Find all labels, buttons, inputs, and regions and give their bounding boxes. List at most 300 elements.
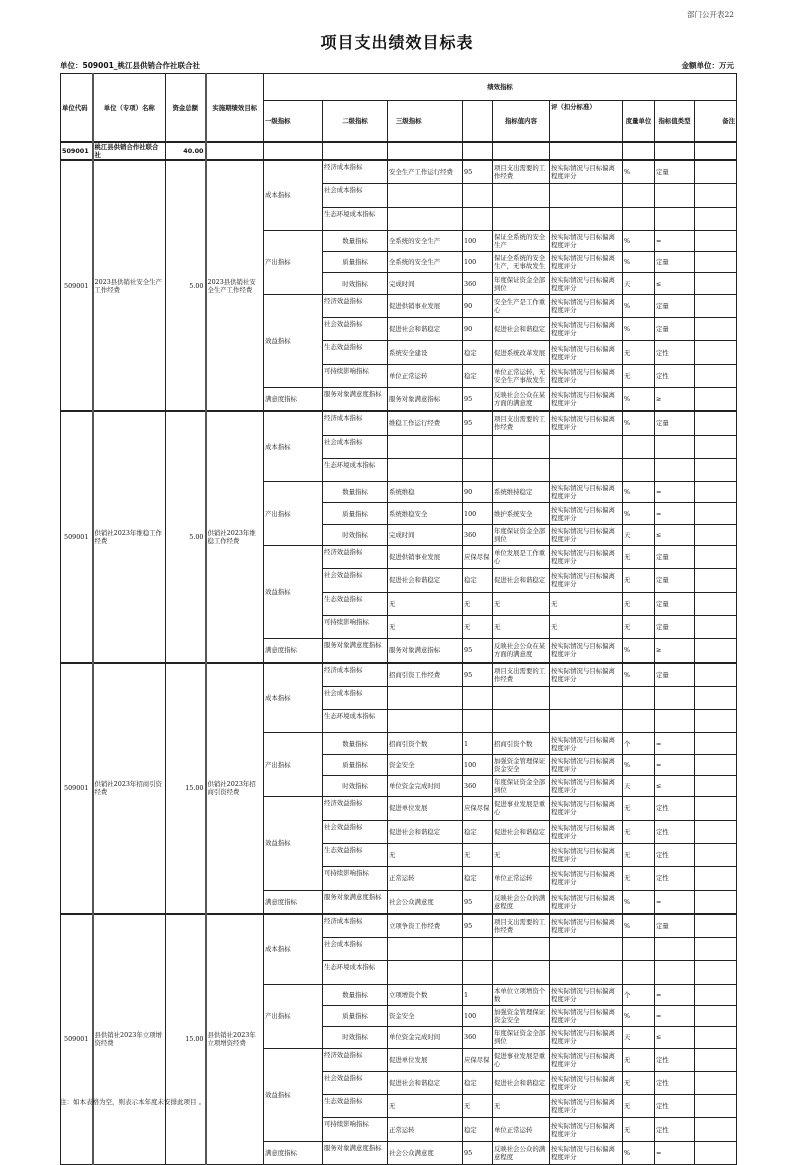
value-type: 定量 bbox=[655, 252, 695, 273]
level3-indicator: 单位资金完成时间 bbox=[388, 776, 463, 797]
indicator-content: 无 bbox=[493, 592, 550, 615]
level3-indicator: 正常运转 bbox=[388, 867, 463, 890]
remark bbox=[695, 524, 737, 545]
remark bbox=[695, 615, 737, 638]
project-code: 509001 bbox=[61, 663, 93, 914]
measure-unit: 无 bbox=[623, 1048, 655, 1071]
col-header-code: 单位代码 bbox=[61, 74, 93, 143]
level1-indicator: 满意度指标 bbox=[264, 890, 323, 914]
indicator-value bbox=[463, 938, 493, 961]
indicator-content: 招商引资个数 bbox=[493, 733, 550, 754]
level3-indicator: 安全生产工作运行经费 bbox=[388, 160, 463, 184]
indicator-value: 95 bbox=[463, 639, 493, 663]
level3-indicator: 促进社会和谐稳定 bbox=[388, 820, 463, 843]
empty-cell bbox=[206, 142, 264, 160]
indicator-value: 90 bbox=[463, 294, 493, 317]
footnote: 注：如本表格为空，则表示本年度未安排此项目 。 bbox=[60, 1098, 206, 1106]
col-header-content: 指标值内容 bbox=[493, 101, 550, 143]
indicator-content: 加强资金管理保证资金安全 bbox=[493, 1005, 550, 1026]
project-amount: 5.00 bbox=[166, 160, 206, 411]
scoring-criteria: 按实际情况与目标偏离程度评分 bbox=[550, 160, 623, 184]
level3-indicator: 服务对象满意指标 bbox=[388, 639, 463, 663]
scoring-criteria: 按实际情况与目标偏离程度评分 bbox=[550, 1095, 623, 1118]
indicator-content: 年度保证资金全部到位 bbox=[493, 1027, 550, 1048]
indicator-content: 促进社会和谐稳定 bbox=[493, 569, 550, 592]
measure-unit bbox=[623, 961, 655, 984]
level3-indicator: 服务对象满意指标 bbox=[388, 387, 463, 411]
indicator-content: 本单位立项增资个数 bbox=[493, 984, 550, 1005]
indicator-value bbox=[463, 710, 493, 733]
indicator-value bbox=[463, 184, 493, 207]
level2-indicator: 可持续影响指标 bbox=[323, 1118, 388, 1141]
level3-indicator: 立项争资工作经费 bbox=[388, 914, 463, 938]
value-type: ≤ bbox=[655, 776, 695, 797]
indicator-content: 年度保证资金全部到位 bbox=[493, 776, 550, 797]
level2-indicator: 社会成本指标 bbox=[323, 938, 388, 961]
indicator-value: 无 bbox=[463, 615, 493, 638]
empty-cell bbox=[695, 142, 737, 160]
value-type: 定量 bbox=[655, 318, 695, 341]
level1-indicator: 成本指标 bbox=[264, 411, 323, 481]
remark bbox=[695, 569, 737, 592]
level2-indicator: 社会效益指标 bbox=[323, 569, 388, 592]
measure-unit: % bbox=[623, 160, 655, 184]
level3-indicator: 系统维稳安全 bbox=[388, 503, 463, 524]
measure-unit: 无 bbox=[623, 615, 655, 638]
scoring-criteria: 按实际情况与目标偏离程度评分 bbox=[550, 843, 623, 866]
level3-indicator: 促进社会和谐稳定 bbox=[388, 318, 463, 341]
level3-indicator bbox=[388, 686, 463, 709]
value-type: = bbox=[655, 503, 695, 524]
col-header-goal: 实施期绩效目标 bbox=[206, 74, 264, 143]
indicator-value: 稳定 bbox=[463, 1118, 493, 1141]
indicator-value: 无 bbox=[463, 843, 493, 866]
level2-indicator: 经济成本指标 bbox=[323, 411, 388, 435]
remark bbox=[695, 207, 737, 230]
project-amount: 15.00 bbox=[166, 663, 206, 914]
measure-unit: % bbox=[623, 890, 655, 914]
project-amount: 15.00 bbox=[166, 914, 206, 1165]
level1-indicator: 满意度指标 bbox=[264, 387, 323, 411]
measure-unit: 天 bbox=[623, 524, 655, 545]
level1-indicator: 满意度指标 bbox=[264, 639, 323, 663]
level2-indicator: 服务对象满意度指标 bbox=[323, 387, 388, 411]
project-code: 509001 bbox=[61, 411, 93, 662]
value-type: 定性 bbox=[655, 867, 695, 890]
indicator-content: 项目支出需要的工作经费 bbox=[493, 160, 550, 184]
remark bbox=[695, 1095, 737, 1118]
col-header-l2: 二级指标 bbox=[323, 101, 388, 143]
measure-unit bbox=[623, 458, 655, 481]
scoring-criteria: 按实际情况与目标偏离程度评分 bbox=[550, 639, 623, 663]
indicator-content: 年度保证资金全部到位 bbox=[493, 524, 550, 545]
indicator-value bbox=[463, 458, 493, 481]
value-type: 定性 bbox=[655, 364, 695, 387]
summary-name: 桃江县供销合作社联合社 bbox=[93, 142, 166, 160]
measure-unit bbox=[623, 207, 655, 230]
scoring-criteria: 无 bbox=[550, 592, 623, 615]
col-header-name: 单位（专项）名称 bbox=[93, 74, 166, 143]
measure-unit: % bbox=[623, 1005, 655, 1026]
level2-indicator: 可持续影响指标 bbox=[323, 867, 388, 890]
indicator-content: 促进社会和谐稳定 bbox=[493, 318, 550, 341]
value-type: = bbox=[655, 890, 695, 914]
scoring-criteria: 按实际情况与目标偏离程度评分 bbox=[550, 230, 623, 251]
remark bbox=[695, 984, 737, 1005]
measure-unit: 无 bbox=[623, 867, 655, 890]
level2-indicator: 时效指标 bbox=[323, 1027, 388, 1048]
remark bbox=[695, 820, 737, 843]
scoring-criteria bbox=[550, 458, 623, 481]
table-row bbox=[61, 411, 737, 435]
level2-indicator: 经济成本指标 bbox=[323, 160, 388, 184]
col-header-l1: 一级指标 bbox=[264, 101, 323, 143]
level2-indicator: 生态效益指标 bbox=[323, 843, 388, 866]
measure-unit: % bbox=[623, 914, 655, 938]
project-goal: 供销社2023年维稳工作经费 bbox=[206, 411, 264, 662]
indicator-content: 项目支出需要的工作经费 bbox=[493, 411, 550, 435]
scoring-criteria: 按实际情况与目标偏离程度评分 bbox=[550, 914, 623, 938]
indicator-content: 项目支出需要的工作经费 bbox=[493, 663, 550, 687]
indicator-content: 加强资金管理保证资金安全 bbox=[493, 754, 550, 775]
level3-indicator: 促进供销事业发展 bbox=[388, 294, 463, 317]
level2-indicator: 服务对象满意度指标 bbox=[323, 890, 388, 914]
value-type bbox=[655, 686, 695, 709]
project-goal: 县供销社2023年立项增资经费 bbox=[206, 914, 264, 1165]
indicator-value: 100 bbox=[463, 252, 493, 273]
level3-indicator: 无 bbox=[388, 1095, 463, 1118]
indicator-content: 保证全系统的安全生产 bbox=[493, 230, 550, 251]
scoring-criteria: 按实际情况与目标偏离程度评分 bbox=[550, 820, 623, 843]
scoring-criteria bbox=[550, 710, 623, 733]
measure-unit bbox=[623, 435, 655, 458]
level2-indicator: 时效指标 bbox=[323, 524, 388, 545]
indicator-content bbox=[493, 938, 550, 961]
value-type bbox=[655, 435, 695, 458]
empty-cell bbox=[463, 142, 493, 160]
level1-indicator: 效益指标 bbox=[264, 546, 323, 639]
measure-unit: % bbox=[623, 503, 655, 524]
level1-indicator: 产出指标 bbox=[264, 230, 323, 294]
indicator-content bbox=[493, 710, 550, 733]
remark bbox=[695, 411, 737, 435]
col-header-amount: 资金总额 bbox=[166, 74, 206, 143]
level3-indicator: 促进单位发展 bbox=[388, 1048, 463, 1071]
value-type: 定量 bbox=[655, 914, 695, 938]
indicator-content: 反映社会公众在某方面的满意度 bbox=[493, 387, 550, 411]
indicator-value: 360 bbox=[463, 524, 493, 545]
scoring-criteria: 按实际情况与目标偏离程度评分 bbox=[550, 663, 623, 687]
value-type: = bbox=[655, 1005, 695, 1026]
measure-unit: 天 bbox=[623, 273, 655, 294]
level3-indicator: 单位正常运转 bbox=[388, 364, 463, 387]
scoring-criteria: 按实际情况与目标偏离程度评分 bbox=[550, 754, 623, 775]
indicator-value: 1 bbox=[463, 733, 493, 754]
level2-indicator: 时效指标 bbox=[323, 776, 388, 797]
indicator-value: 90 bbox=[463, 482, 493, 503]
level2-indicator: 社会效益指标 bbox=[323, 1071, 388, 1094]
value-type: = bbox=[655, 754, 695, 775]
measure-unit: 无 bbox=[623, 341, 655, 364]
remark bbox=[695, 1118, 737, 1141]
remark bbox=[695, 961, 737, 984]
indicator-content bbox=[493, 207, 550, 230]
value-type: 定性 bbox=[655, 1118, 695, 1141]
level3-indicator: 社会公众满意度 bbox=[388, 890, 463, 914]
scoring-criteria bbox=[550, 938, 623, 961]
value-type: 定量 bbox=[655, 160, 695, 184]
scoring-criteria: 按实际情况与目标偏离程度评分 bbox=[550, 890, 623, 914]
level2-indicator: 服务对象满意度指标 bbox=[323, 639, 388, 663]
measure-unit: % bbox=[623, 754, 655, 775]
level2-indicator: 社会效益指标 bbox=[323, 820, 388, 843]
scoring-criteria: 按实际情况与目标偏离程度评分 bbox=[550, 1048, 623, 1071]
measure-unit: % bbox=[623, 411, 655, 435]
measure-unit: 无 bbox=[623, 843, 655, 866]
indicator-value: 95 bbox=[463, 890, 493, 914]
level3-indicator: 立项增资个数 bbox=[388, 984, 463, 1005]
remark bbox=[695, 639, 737, 663]
remark bbox=[695, 843, 737, 866]
remark bbox=[695, 733, 737, 754]
value-type bbox=[655, 961, 695, 984]
value-type: 定量 bbox=[655, 546, 695, 569]
measure-unit: % bbox=[623, 230, 655, 251]
level2-indicator: 生态环境成本指标 bbox=[323, 710, 388, 733]
measure-unit: % bbox=[623, 318, 655, 341]
value-type: = bbox=[655, 1141, 695, 1164]
indicator-value bbox=[463, 207, 493, 230]
indicator-content: 反映社会公众在某方面的满意度 bbox=[493, 639, 550, 663]
level2-indicator: 社会成本指标 bbox=[323, 686, 388, 709]
remark bbox=[695, 458, 737, 481]
level2-indicator: 数量指标 bbox=[323, 482, 388, 503]
indicator-value: 95 bbox=[463, 1141, 493, 1164]
empty-cell bbox=[623, 142, 655, 160]
unit-label: 单位：509001_桃江县供销合作社联合社 bbox=[60, 61, 201, 70]
remark bbox=[695, 294, 737, 317]
indicator-value: 95 bbox=[463, 914, 493, 938]
indicator-value: 无 bbox=[463, 592, 493, 615]
value-type: 定量 bbox=[655, 411, 695, 435]
empty-cell bbox=[388, 142, 463, 160]
col-header-criteria: 评（扣分标准） bbox=[550, 101, 623, 143]
value-type: ≤ bbox=[655, 1027, 695, 1048]
measure-unit: 无 bbox=[623, 1095, 655, 1118]
level3-indicator: 全系统的安全生产 bbox=[388, 230, 463, 251]
indicator-value: 稳定 bbox=[463, 341, 493, 364]
indicator-content: 促进社会和谐稳定 bbox=[493, 820, 550, 843]
measure-unit bbox=[623, 686, 655, 709]
measure-unit bbox=[623, 938, 655, 961]
level3-indicator: 无 bbox=[388, 592, 463, 615]
remark bbox=[695, 754, 737, 775]
scoring-criteria: 按实际情况与目标偏离程度评分 bbox=[550, 252, 623, 273]
remark bbox=[695, 482, 737, 503]
indicator-content: 安全生产是工作重心 bbox=[493, 294, 550, 317]
scoring-criteria: 按实际情况与目标偏离程度评分 bbox=[550, 1005, 623, 1026]
level2-indicator: 数量指标 bbox=[323, 733, 388, 754]
indicator-content: 促进社会和谐稳定 bbox=[493, 1071, 550, 1094]
remark bbox=[695, 592, 737, 615]
measure-unit: 无 bbox=[623, 569, 655, 592]
indicator-content: 促进事业发展是重心 bbox=[493, 797, 550, 820]
value-type: 定量 bbox=[655, 592, 695, 615]
value-type bbox=[655, 207, 695, 230]
measure-unit: 天 bbox=[623, 1027, 655, 1048]
indicator-value: 应保尽保 bbox=[463, 546, 493, 569]
indicator-value: 稳定 bbox=[463, 867, 493, 890]
measure-unit: 无 bbox=[623, 1118, 655, 1141]
scoring-criteria: 按实际情况与目标偏离程度评分 bbox=[550, 411, 623, 435]
level1-indicator: 产出指标 bbox=[264, 733, 323, 797]
remark bbox=[695, 546, 737, 569]
indicator-content bbox=[493, 686, 550, 709]
indicator-content: 无 bbox=[493, 1095, 550, 1118]
remark bbox=[695, 318, 737, 341]
indicator-value: 稳定 bbox=[463, 364, 493, 387]
project-name: 县供销社2023年立项增资经费 bbox=[93, 914, 166, 1165]
value-type bbox=[655, 458, 695, 481]
level1-indicator: 效益指标 bbox=[264, 294, 323, 387]
project-goal: 供销社2023年招商引资经费 bbox=[206, 663, 264, 914]
remark bbox=[695, 273, 737, 294]
level1-indicator: 成本指标 bbox=[264, 914, 323, 984]
level3-indicator: 促进单位发展 bbox=[388, 797, 463, 820]
level3-indicator: 正常运转 bbox=[388, 1118, 463, 1141]
scoring-criteria: 按实际情况与目标偏离程度评分 bbox=[550, 776, 623, 797]
value-type: 定量 bbox=[655, 663, 695, 687]
level2-indicator: 生态效益指标 bbox=[323, 592, 388, 615]
measure-unit: 个 bbox=[623, 984, 655, 1005]
level3-indicator: 无 bbox=[388, 615, 463, 638]
indicator-value: 100 bbox=[463, 1005, 493, 1026]
level3-indicator bbox=[388, 184, 463, 207]
indicator-value: 90 bbox=[463, 318, 493, 341]
level3-indicator: 资金安全 bbox=[388, 1005, 463, 1026]
scoring-criteria: 按实际情况与目标偏离程度评分 bbox=[550, 503, 623, 524]
level2-indicator: 时效指标 bbox=[323, 273, 388, 294]
level2-indicator: 社会成本指标 bbox=[323, 435, 388, 458]
indicator-value: 95 bbox=[463, 411, 493, 435]
indicator-value: 100 bbox=[463, 754, 493, 775]
scoring-criteria: 无 bbox=[550, 615, 623, 638]
col-header-remark: 备注 bbox=[695, 101, 737, 143]
measure-unit: 天 bbox=[623, 776, 655, 797]
remark bbox=[695, 1141, 737, 1164]
level2-indicator: 可持续影响指标 bbox=[323, 615, 388, 638]
level3-indicator: 招商引资个数 bbox=[388, 733, 463, 754]
scoring-criteria: 按实际情况与目标偏离程度评分 bbox=[550, 273, 623, 294]
remark bbox=[695, 160, 737, 184]
remark bbox=[695, 686, 737, 709]
indicator-value: 95 bbox=[463, 387, 493, 411]
level2-indicator: 经济效益指标 bbox=[323, 294, 388, 317]
level3-indicator: 促进供销事业发展 bbox=[388, 546, 463, 569]
indicator-value: 360 bbox=[463, 273, 493, 294]
remark bbox=[695, 776, 737, 797]
indicator-content: 单位正常运转 bbox=[493, 867, 550, 890]
level2-indicator: 生态环境成本指标 bbox=[323, 458, 388, 481]
scoring-criteria: 按实际情况与目标偏离程度评分 bbox=[550, 1027, 623, 1048]
level3-indicator: 促进社会和谐稳定 bbox=[388, 569, 463, 592]
scoring-criteria: 按实际情况与目标偏离程度评分 bbox=[550, 797, 623, 820]
remark bbox=[695, 797, 737, 820]
scoring-criteria bbox=[550, 961, 623, 984]
indicator-value: 100 bbox=[463, 503, 493, 524]
value-type: = bbox=[655, 482, 695, 503]
empty-cell bbox=[264, 142, 323, 160]
level3-indicator bbox=[388, 938, 463, 961]
measure-unit: % bbox=[623, 387, 655, 411]
indicator-value: 100 bbox=[463, 230, 493, 251]
col-header-unit: 度量单位 bbox=[623, 101, 655, 143]
measure-unit: % bbox=[623, 482, 655, 503]
indicator-content bbox=[493, 184, 550, 207]
scoring-criteria: 按实际情况与目标偏离程度评分 bbox=[550, 318, 623, 341]
indicator-content bbox=[493, 458, 550, 481]
table-row bbox=[61, 663, 737, 687]
remark bbox=[695, 710, 737, 733]
scoring-criteria: 按实际情况与目标偏离程度评分 bbox=[550, 984, 623, 1005]
indicator-value: 95 bbox=[463, 663, 493, 687]
level2-indicator: 社会效益指标 bbox=[323, 318, 388, 341]
level2-indicator: 经济效益指标 bbox=[323, 1048, 388, 1071]
level3-indicator bbox=[388, 435, 463, 458]
level1-indicator: 产出指标 bbox=[264, 984, 323, 1048]
level2-indicator: 生态效益指标 bbox=[323, 341, 388, 364]
level2-indicator: 数量指标 bbox=[323, 984, 388, 1005]
remark bbox=[695, 938, 737, 961]
remark bbox=[695, 341, 737, 364]
measure-unit: % bbox=[623, 294, 655, 317]
scoring-criteria: 按实际情况与目标偏离程度评分 bbox=[550, 341, 623, 364]
level3-indicator bbox=[388, 710, 463, 733]
summary-code: 509001 bbox=[61, 142, 93, 160]
scoring-criteria: 按实际情况与目标偏离程度评分 bbox=[550, 1141, 623, 1164]
remark bbox=[695, 252, 737, 273]
project-goal: 2023县供销社安全生产工作经费 bbox=[206, 160, 264, 411]
indicator-value: 稳定 bbox=[463, 820, 493, 843]
level2-indicator: 经济成本指标 bbox=[323, 663, 388, 687]
indicator-value: 稳定 bbox=[463, 1071, 493, 1094]
remark bbox=[695, 890, 737, 914]
measure-unit: % bbox=[623, 639, 655, 663]
level2-indicator: 经济效益指标 bbox=[323, 797, 388, 820]
empty-cell bbox=[550, 142, 623, 160]
level3-indicator: 资金安全 bbox=[388, 754, 463, 775]
indicator-value: 应保尽保 bbox=[463, 1048, 493, 1071]
indicator-content: 反映社会公众的满意程度 bbox=[493, 1141, 550, 1164]
project-code: 509001 bbox=[61, 160, 93, 411]
project-amount: 5.00 bbox=[166, 411, 206, 662]
project-code: 509001 bbox=[61, 914, 93, 1165]
scoring-criteria bbox=[550, 184, 623, 207]
scoring-criteria: 按实际情况与目标偏离程度评分 bbox=[550, 546, 623, 569]
empty-cell bbox=[323, 142, 388, 160]
indicator-value: 95 bbox=[463, 160, 493, 184]
measure-unit: 个 bbox=[623, 733, 655, 754]
indicator-value: 360 bbox=[463, 1027, 493, 1048]
table-row bbox=[61, 914, 737, 938]
project-name: 供销社2023年维稳工作经费 bbox=[93, 411, 166, 662]
scoring-criteria: 按实际情况与目标偏离程度评分 bbox=[550, 733, 623, 754]
value-type: = bbox=[655, 984, 695, 1005]
value-type: 定性 bbox=[655, 341, 695, 364]
value-type: 定量 bbox=[655, 294, 695, 317]
level3-indicator: 维稳工作运行经费 bbox=[388, 411, 463, 435]
level2-indicator: 质量指标 bbox=[323, 1005, 388, 1026]
